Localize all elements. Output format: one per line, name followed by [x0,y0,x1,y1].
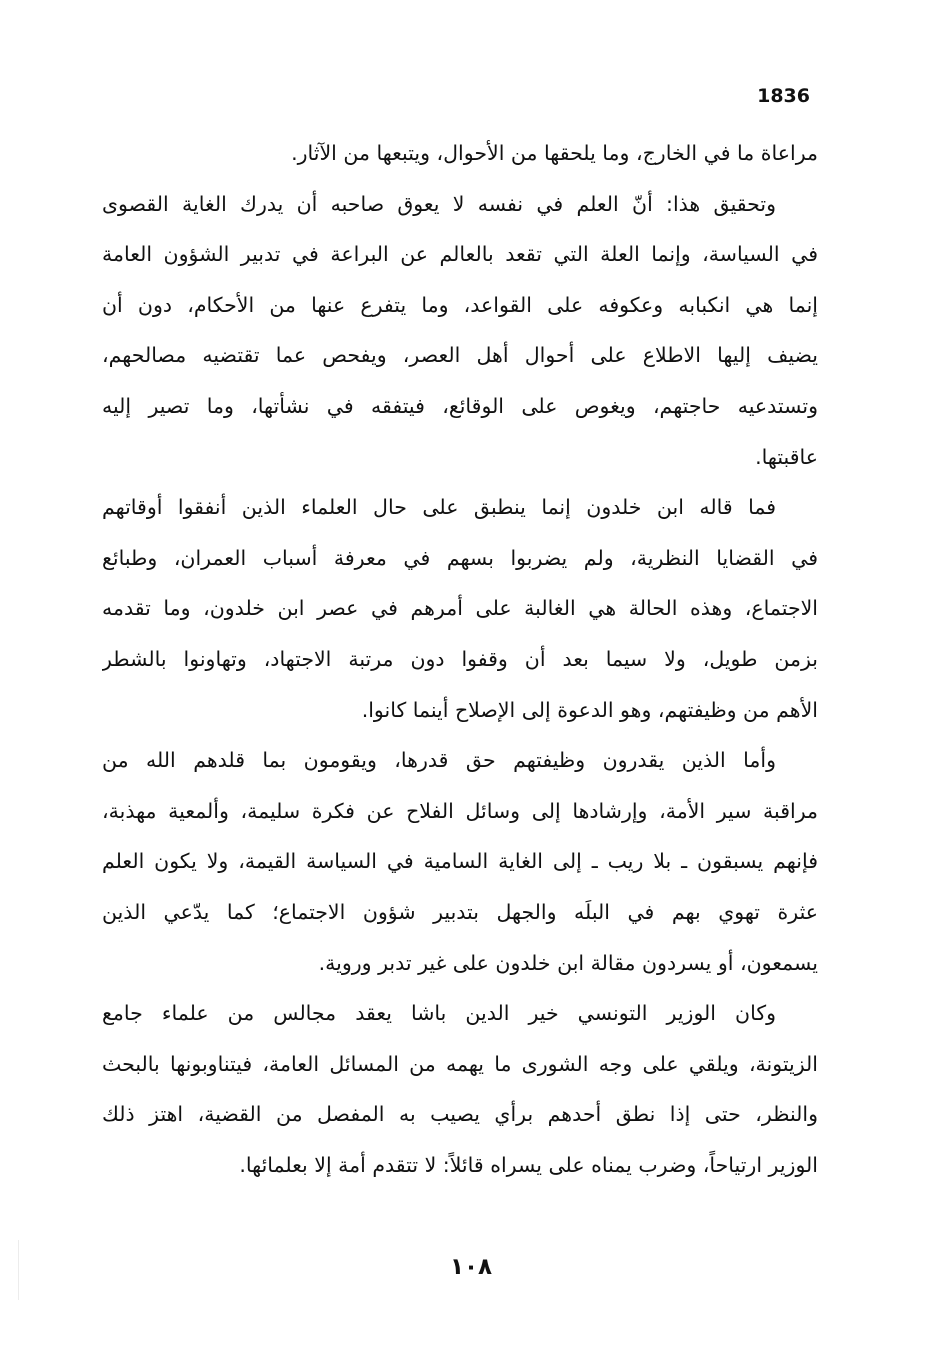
text-line: مراقبة سير الأمة، وإرشادها إلى وسائل الفلاح عن فكرة سليمة، وألمعية مهذبة، [102,798,818,823]
text-line: عاقبتها. [755,444,818,469]
text-line: مراعاة ما في الخارج، وما يلحقها من الأحوال، ويتبعها من الآثار. [291,141,818,165]
text-line: والنظر، حتى إذا نطق أحدهم برأي يصيب به المفصل من القضية، اهتز ذلك [102,1102,818,1127]
text-line: الأهم من وظيفتهم، وهو الدعوة إلى الإصلاح أينما كانوا. [361,697,818,722]
folio-page-number: ١٠٨ [449,1254,493,1280]
text-line: وتستدعيه حاجتهم، ويغوص على الوقائع، فيتفقه في نشأتها، وما تصير إليه [102,393,818,418]
text-line: في السياسة، وإنما العلة التي تقعد بالعالم عن البراعة في تدبير الشؤون العامة [102,242,818,267]
text-line: فما قاله ابن خلدون إنما ينطبق على حال العلماء الذين أنفقوا أوقاتهم [102,495,776,520]
text-line: الاجتماع، وهذه الحالة هي الغالبة على أمرهم في عصر ابن خلدون، وما تقدمه [102,596,818,621]
text-line: الزيتونة، ويلقي على وجه الشورى ما يهمه من المسائل العامة، فيتناوبونها بالبحث [102,1051,818,1076]
text-line: الوزير ارتياحاً، وضرب يمناه على يسراه قائلاً: لا تتقدم أمة إلا بعلمائها. [239,1152,818,1177]
text-line: وتحقيق هذا: أنّ العلم في نفسه لا يعوق صاحبه أن يدرك الغاية القصوى [102,191,776,216]
page-number-top: 1836 [757,85,810,107]
text-line: في القضايا النظرية، ولم يضربوا بسهم في معرفة أسباب العمران، وطبائع [102,545,818,570]
text-line: يضيف إليها الاطلاع على أحوال أهل العصر، ويفحص عما تقتضيه مصالحهم، [102,343,818,368]
body-text [102,128,818,1190]
text-line: وأما الذين يقدرون وظيفتهم حق قدرها، ويقومون بما قلدهم الله من [102,748,776,773]
text-line: بزمن طويل، ولا سيما بعد أن وقفوا دون مرتبة الاجتهاد، وتهاونوا بالشطر [102,646,818,671]
text-line: وكان الوزير التونسي خير الدين باشا يعقد مجالس من علماء جامع [102,1001,776,1026]
text-line: إنما هي انكبابه وعكوفه على القواعد، وما يتفرع عنها من الأحكام، دون أن [102,292,818,317]
text-line: فإنهم يسبقون ـ بلا ريب ـ إلى الغاية السامية في السياسة القيمة، ولا يكون العلم [102,849,818,874]
text-line: يسمعون، أو يسردون مقالة ابن خلدون على غير تدبر وروية. [318,950,818,975]
page-edge-shadow [18,1240,19,1300]
text-line: عثرة تهوي بهم في البلَه والجهل بتدبير شؤون الاجتماع؛ كما يدّعي الذين [102,899,818,924]
